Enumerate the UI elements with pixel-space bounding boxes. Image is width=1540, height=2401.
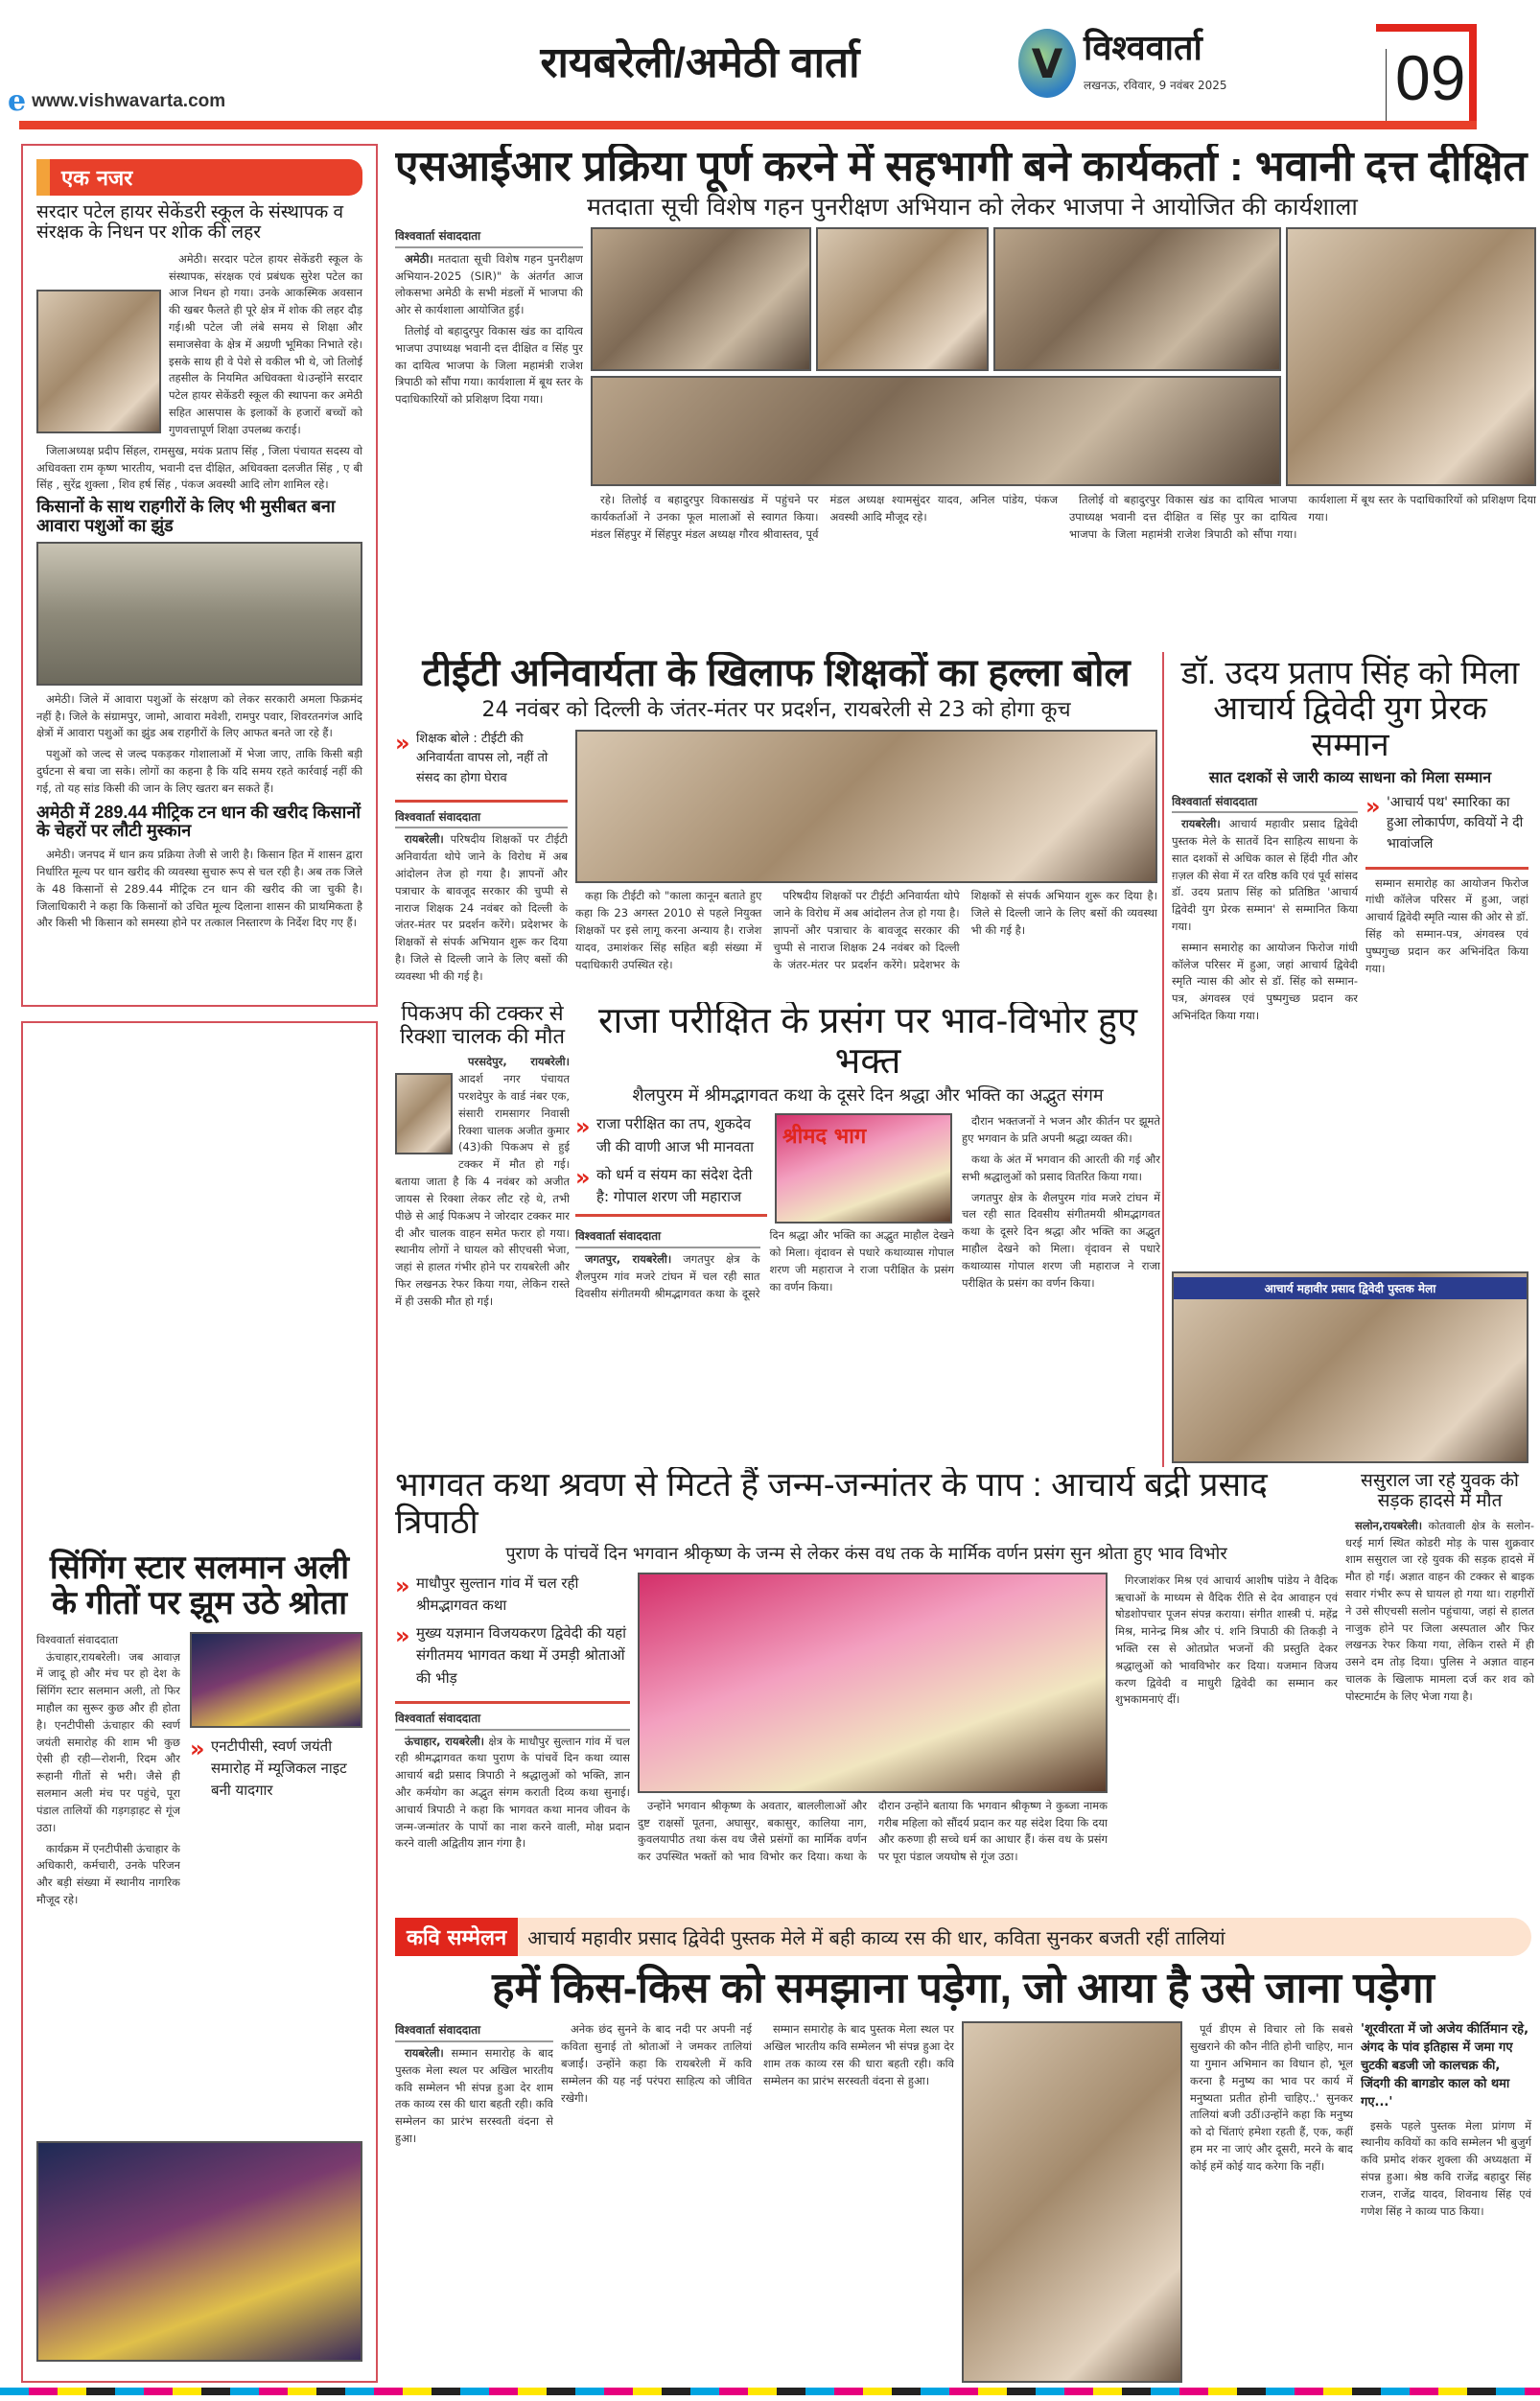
byline: विश्ववार्ता संवाददाता [395,227,583,248]
katha-stage-photo [775,1113,952,1224]
parikshit-story [575,1002,1160,1467]
bhagwat-body: विश्ववार्ता संवाददाता ऊंचाहार, रायबरेली। क्षेत्र के माधौपुर सुल्तान गांव में चल रही श्रीमद्भागवत कथा पुराण के पांचवें दिन कथा व्यास आचार्य बद्री प्रसाद त्रिपाठी ने श्रद्धालुओं को भक्ति, ज्ञान और कर्मयोग का अद्भुत संगम कराती दिव्य कथा सुनाई। आचार्य त्रिपाठी ने कहा कि भागवत कथा मानव जीवन के जन्म-जन्मांतर के पापों का नाश करने वाली, मोक्ष प्रदान करने वाली अद्वितीय ज्ञान गंगा है। [395,1711,630,1851]
uday-highlight: » 'आचार्य पथ' स्मारिका का हुआ लोकार्पण, कवियों ने दी भावांजलि [1365,793,1528,855]
kavi-right-col: 'शूरवीरता में जो अजेय कीर्तिमान रहे, अंगद के पांव इतिहास में जमा गए चुटकी बडजी जो कालचक्र की, जिंदगी की बागडोर काल को थमा गए...' इसके पहले पुस्तक मेला प्रांगण में स्थानीय कवियों का कवि सम्मेलन भी बुजुर्ग कवि प्रमोद शंकर शुक्ला की अध्यक्षता में संपन्न हुआ। श्रेष्ठ कवि राजेंद्र बहादुर सिंह राजन, राजेंद्र यादव, शिवनाथ सिंह एवं गणेश सिंह ने काव्य पाठ किया। [1361,2022,1531,2218]
kavi-body-cont2: पूर्व डीएम से विचार लो कि सबसे सुखराने की कौन नीति होनी चाहिए, मान या गुमान अभिमान का विधान हो, भूल करना है मनुष्य का भाव पर कार्य में मनुष्यता प्रतीत होनी चाहिए..' सुनकर तालियां बजी उठीं।उन्होंने कहा कि मनुष्य को दो चिंताएं हमेशा रहती हैं, एक, कहीं हम मर ना जाएं और दूसरी, मरने के बाद कोई हमें कोई याद करेगा कि नहीं। [1190,2022,1353,2173]
story-body: अमेठी। सरदार पटेल हायर सेकेंडरी स्कूल के संस्थापक, संरक्षक एवं प्रबंधक सुरेश पटेल का आज निधन हो गया। उनके आकस्मिक अवसान की खबर फैलते ही पूरे क्षेत्र में शोक की लहर दौड़ गई।श्री पटेल जी लंबे समय से शिक्षा और समाजसेवा के क्षेत्र में अग्रणी भूमिका निभाते रहे। इसके साथ ही वे पेशे से वकील भी थे, जो तिलोई तहसील के नियमित अधिवक्ता थे।उन्होंने सरदार पटेल हायर सेकेंडरी स्कूल की स्थापना कर अमेठी सहित आसपास के इलाकों के हजारों बच्चों को गुणवत्तापूर्ण शिक्षा उपलब्ध कराई। जिलाअध्यक्ष प्रदीप सिंहल, रामसुख, मयंक प्रताप सिंह , जिला पंचायत सदस्य वो अधिवक्ता राम कृष्ण भारतीय, भवानी दत्त दीक्षित, अधिवक्ता दलजीत सिंह , ए बी सिंह , सुरेंद्र शुक्ला , शिव हर्ष सिंह , पंकज अवस्थी आदि लोग शामिल रहे। [36,251,362,492]
dateline: लखनऊ, रविवार, 9 नवंबर 2025 [1084,78,1227,92]
byline: विश्ववार्ता संवाददाता [395,1710,630,1731]
masthead-logo [1018,29,1227,98]
bhagwat-body-cont: उन्होंने भगवान श्रीकृष्ण के अवतार, बाललीलाओं और दुष्ट राक्षसों पूतना, अघासुर, बकासुर, कालिया नाग, कुवलयापीठ तथा कंस वध जैसे प्रसंगों का मार्मिक वर्णन कर उपस्थित भक्तों को भाव विभोर कर दिया। कथा के दौरान उन्होंने बताया कि भगवान श्रीकृष्ण ने कुब्जा नामक गरीब महिला को सौंदर्य प्रदान कर यह संदेश दिया कि दया और करुणा ही सच्चे धर्म का आधार हैं। कंस वध के प्रसंग पर पूरा पंडाल जयघोष से गूंज उठा। [638,1798,1108,1864]
event-banner: आचार्य महावीर प्रसाद द्विवेदी पुस्तक मेला [1174,1277,1527,1299]
parikshit-subhead: शैलपुरम में श्रीमद्भागवत कथा के दूसरे दिन श्रद्धा और भक्ति का अद्भुत संगम [632,1084,1104,1106]
story-headline: अमेठी में 289.44 मीट्रिक टन धान की खरीद किसानों के चेहरों पर लौटी मुस्कान [36,802,361,841]
pickup-story: पिकअप की टक्कर से रिक्शा चालक की मौत परसदेपुर, रायबरेली। आदर्श नगर पंचायत परशदेपुर के वार्ड नंबर एक, संसारी रामसागर निवासी रिक्शा चालक अजीत कुमार (43)की पिकअप से हुई टक्कर में मौत हो गई। बताया जाता है कि 4 नवंबर को अजीत जायस से रिक्शा लेकर लौट रहे थे, तभी पीछे से आई पिकअप ने जोरदार टक्कर मार दी और चालक वाहन समेत फरार हो गया। स्थानीय लोगों ने घायल को सीएचसी भेजा, जहां से हालत गंभीर होने पर रायबरेली और फिर लखनऊ रेफर किया गया, लेकिन रास्ते में ही उसकी मौत हो गई। [395,1002,570,1308]
uday-body: विश्ववार्ता संवाददाता रायबरेली। आचार्य महावीर प्रसाद द्विवेदी पुस्तक मेले के सातवें दिन साहित्य साधना के सात दशकों से अधिक काल से हिंदी गीत और ग़ज़ल की सेवा में रत वरिष्ठ कवि एवं पूर्व सांसद डॉ. उदय प्रताप सिंह को प्रतिष्ठित 'आचार्य द्विवेदी युग प्रेरक सम्मान' से सम्मानित किया गया। सम्मान समारोह का आयोजन फिरोज गांधी कॉलेज परिसर में हुआ, जहां आचार्य द्विवेदी स्मृति न्यास की ओर से डॉ. सिंह को सम्मान-पत्र, अंगवस्त्र एवं पुष्पगुच्छ प्रदान कर अभिनंदित किया गया। [1172,794,1358,1023]
top-story [395,144,1536,647]
globe-v-logo-icon: V [1018,29,1076,98]
story-body: विश्ववार्ता संवाददाता ऊंचाहार,रायबरेली। जब आवाज़ में जादू हो और मंच पर हो देश के सिंगिंग स्टार सलमान अली, तो फिर माहौल का सुरूर कुछ और ही होता है। एनटीपीसी ऊंचाहार की स्वर्ण जयंती समारोह की शाम भी कुछ ऐसी ही रही—रोशनी, रिदम और रूहानी गीतों से भरी। जैसे ही सलमान अली मंच पर पहुंचे, पूरा पंडाल तालियों की गड़गड़ाहट से गूंज उठा। कार्यक्रम में एनटीपीसी ऊंचाहार के अधिकारी, कर्मचारी, उनके परिजन और बड़ी संख्या में स्थानीय नागरिक मौजूद रहे। [36,1632,180,1906]
poets-stage-photo [962,2021,1182,2383]
bhagwat-highlight: » माधौपुर सुल्तान गांव में चल रही श्रीमद्भागवत कथा [395,1573,630,1618]
workshop-photo-1 [591,227,811,371]
sasural-headline: ससुराल जा रहे युवक की सड़क हादसे में मौत [1361,1472,1519,1511]
kavi-sammelan-strip [395,1918,1531,1956]
header-red-bar [19,121,1477,129]
parikshit-body: विश्ववार्ता संवाददाता जगतपुर, रायबरेली। जगतपुर क्षेत्र के शैलपुरम गांव मजरे टांघन में चल रही सात दिवसीय संगीतमयी श्रीमद्भागवत कथा के दूसरे दिन श्रद्धा और भक्ति का अद्भुत माहौल देखने को मिला। वृंदावन से पधारे कथाव्यास गोपाल शरण जी महाराज ने राजा परीक्षित के प्रसंग का वर्णन किया। [575,1228,954,1300]
tet-story [395,652,1157,997]
section-title: रायबरेली/अमेठी वार्ता [540,39,860,86]
sasural-story: ससुराल जा रहे युवक की सड़क हादसे में मौत सलोन,रायबरेली। कोतवाली क्षेत्र के सलोन-धरई मार्ग स्थित कोडरी मोड़ के पास शुक्रवार शाम ससुराल जा रहे युवक की सड़क हादसे में मौत हो गई। अज्ञात वाहन की टक्कर से बाइक सवार गंभीर रूप से घायल हो गया था। राहगीरों ने उसे सीएचसी सलोन पहुंचाया, जहां से हालत नाजुक होने पर जिला अस्पताल और फिर लखनऊ रेफर किया गया, लेकिन रास्ते में ही उसने दम तोड़ दिया। पुलिस ने अज्ञात वाहन चालक के खिलाफ मामला दर्ज कर शव को पोस्टमार्टम के लिए भेजा गया है। [1345,1472,1534,1703]
byline: विश्ववार्ता संवाददाता [1172,793,1358,814]
story-highlight: » एनटीपीसी, स्वर्ण जयंती समारोह में म्यूजिकल नाइट बनी यादगार [190,1736,362,1803]
bhagwat-body-cont2: गिरजाशंकर मिश्र एवं आचार्य आशीष पांडेय ने वैदिक ऋचाओं के माध्यम से वैदिक रीति से देव आवाहन एवं षोडशोपचार पूजन संपन्न कराया। संगीत शास्त्री पं. महेंद्र मिश्र, मानेन्द्र मिश्र और पं. शनि त्रिपाठी की तिकड़ी ने भक्ति रस से ओतप्रोत भजनों की प्रस्तुति देकर श्रद्धालुओं को भावविभोर कर दिया। यजमान विजय करण द्विवेदी व माधुरी द्विवेदी का सम्मान कर शुभकामनाएं दीं। [1115,1573,1338,1707]
page-number: 09 [1395,42,1466,113]
parikshit-headline: राजा परीक्षित के प्रसंग पर भाव-विभोर हुए भक्त [597,1002,1138,1082]
katha-banner: श्रीमद भाग [782,1125,867,1150]
bhagwat-headline: भागवत कथा श्रवण से मिटते हैं जन्म-जन्मांतर के पाप : आचार्य बद्री प्रसाद त्रिपाठी [395,1467,1268,1541]
byline: विश्ववार्ता संवाददाता [575,1227,760,1248]
strap-line: आचार्य महावीर प्रसाद द्विवेदी पुस्तक मेले में बही काव्य रस की धार, कविता सुनकर बजती रहीं तालियां [527,1925,1225,1949]
poem-quote: 'शूरवीरता में जो अजेय कीर्तिमान रहे, अंगद के पांव इतिहास में जमा गए चुटकी बडजी जो कालचक्र की, जिंदगी की बागडोर काल को थमा गए...' [1361,2022,1529,2110]
byline: विश्ववार्ता संवाददाता [395,808,568,829]
top-story-subhead: मतदाता सूची विशेष गहन पुनरीक्षण अभियान को लेकर भाजपा ने आयोजित की कार्यशाला [587,193,1358,221]
print-color-bar [0,2388,1540,2395]
meeting-photo [591,376,1281,486]
story-headline: किसानों के साथ राहगीरों के लिए भी मुसीबत बना आवारा पशुओं का झुंड [36,497,336,535]
singing-star-story [21,1021,378,2383]
bhagwat-story [395,1467,1338,1879]
browser-e-icon: e [8,84,27,118]
uday-headline: डॉ. उदय प्रताप सिंह को मिला आचार्य द्विवेदी युग प्रेरक सम्मान [1180,655,1520,763]
garland-photo [1286,227,1536,486]
uday-story: डॉ. उदय प्रताप सिंह को मिला आचार्य द्विवेदी युग प्रेरक सम्मान सात दशकों से जारी काव्य साधना को मिला सम्मान विश्ववार्ता संवाददाता रायबरेली। आचार्य महावीर प्रसाद द्विवेदी पुस्तक मेले के सातवें दिन साहित्य साधना के सात दशकों से अधिक काल से हिंदी गीत और ग़ज़ल की सेवा में रत वरिष्ठ कवि एवं पूर्व सांसद डॉ. उदय प्रताप सिंह को प्रतिष्ठित 'आचार्य द्विवेदी युग प्रेरक सम्मान' से सम्मानित किया गया। सम्मान समारोह का आयोजन फिरोज गांधी कॉलेज परिसर में हुआ, जहां आचार्य द्विवेदी स्मृति न्यास की ओर से डॉ. सिंह को सम्मान-पत्र, अंगवस्त्र एवं पुष्पगुच्छ प्रदान कर अभिनंदित किया गया। » 'आचार्य पथ' स्मारिका का हुआ लोकार्पण, कवियों ने दी भावांजलि सम्मान समारोह का आयोजन फिरोज गांधी कॉलेज परिसर में हुआ, जहां आचार्य द्विवेदी स्मृति न्यास की ओर से डॉ. सिंह को सम्मान-पत्र, अंगवस्त्र एवं पुष्पगुच्छ प्रदान कर अभिनंदित किया गया। आचार्य महावीर प्रसाद द्विवेदी पुस्तक मेला [1162,652,1536,1467]
concert-photo [190,1632,362,1728]
stray-cattle-photo [36,542,362,686]
story-headline: सरदार पटेल हायर सेकेंडरी स्कूल के संस्थापक व संरक्षक के निधन पर शोक की लहर [36,202,344,243]
pickup-headline: पिकअप की टक्कर से रिक्शा चालक की मौत [400,1002,565,1049]
site-url[interactable]: e www.vishwavarta.com [8,84,226,118]
story-body: अमेठी। जिले में आवारा पशुओं के संरक्षण को लेकर सरकारी अमला फिक्रमंद नहीं है। जिले के संग्रामपुर, जामो, आवारा मवेशी, रामपुर पवार, शिवरतनगंज आदि क्षेत्रों में आवारा पशुओं का झुंड अब राहगीरों के लिए आफत बनते जा रहे हैं। पशुओं को जल्द से जल्द पकड़कर गोशालाओं में भेजा जाए, ताकि किसी बड़ी दुर्घटना से बचा जा सके। लोगों का कहना है कि यदि समय रहते कार्रवाई नहीं की गई, तो यह सांड किसी की जान के लिए खतरा बन सकते हैं। [36,691,362,795]
page-number-box [1376,24,1477,129]
kavi-body: विश्ववार्ता संवाददाता रायबरेली। सम्मान समारोह के बाद पुस्तक मेला स्थल पर अखिल भारतीय कवि सम्मेलन भी संपन्न हुआ देर शाम तक काव्य रस की धारा बहती रही। कवि सम्मेलन का प्रारंभ सरस्वती वंदना से हुआ। [395,2023,553,2146]
story-body: अमेठी। जनपद में धान क्रय प्रक्रिया तेजी से जारी है। किसान हित में शासन द्वारा निर्धारित मूल्य पर धान खरीद की व्यवस्था सुचारु रूप से चल रही है। अब तक जिले के 48 किसानों से 289.44 मीट्रिक टन धान की खरीद की जा चुकी है। जिलाधिकारी ने कहा कि किसानों को उचित मूल्य दिलाना शासन की प्राथमिकता है और किसी भी किसान को समस्या होने पर तत्काल निस्तारण के निर्देश दिए गए हैं। [36,848,362,930]
parikshit-highlight: » को धर्म व संयम का संदेश देती है: गोपाल शरण जी महाराज [575,1164,767,1209]
bhagwat-subhead: पुराण के पांचवें दिन भगवान श्रीकृष्ण के जन्म से लेकर कंस वध तक के मार्मिक वर्णन प्रसंग सुन श्रोता हुए भाव विभोर [505,1544,1227,1564]
workshop-photo-2 [816,227,989,371]
ek-nazar-box [21,144,378,1007]
teachers-meeting-photo [575,730,1157,883]
kavi-sammelan-story [395,1918,1531,2383]
ek-nazar-label: एक नजर [36,159,362,196]
kavi-body-cont: अनेक छंद सुनने के बाद नदी पर अपनी नई कविता सुनाई तो श्रोताओं ने जमकर तालियां बजाईं। उन्होंने कहा कि रायबरेली में कवि सम्मेलन की यह नई परंपरा साहित्य को जीवित रखेगी। सम्मान समारोह के बाद पुस्तक मेला स्थल पर अखिल भारतीय कवि सम्मेलन भी संपन्न हुआ देर शाम तक काव्य रस की धारा बहती रही। कवि सम्मेलन का प्रारंभ सरस्वती वंदना से हुआ। [561,2022,954,2105]
top-story-body: विश्ववार्ता संवाददाता अमेठी। मतदाता सूची विशेष गहन पुनरीक्षण अभियान-2025 (SIR)" के अंतर्गत आज लोकसभा अमेठी के सभी मंडलों में भाजपा की ओर से कार्यशाला आयोजित हुई। तिलोई वो बहादुरपुर विकास खंड का दायित्व भाजपा उपाध्यक्ष भवानी दत्त दीक्षित व सिंह पुर का दायित्व भाजपा के जिला महामंत्री राजेश त्रिपाठी को सौंपा गया। कार्यशाला में बूथ स्तर के पदाधिकारियों को प्रशिक्षण दिया गया। [395,229,583,407]
suresh-patel-photo [36,290,161,433]
uday-subhead: सात दशकों से जारी काव्य साधना को मिला सम्मान [1208,768,1492,787]
tet-highlight: » शिक्षक बोले : टीईटी की अनिवार्यता वापस लो, नहीं तो संसद का होगा घेराव [395,730,568,787]
award-ceremony-photo [1172,1271,1528,1463]
tet-subhead: 24 नवंबर को दिल्ली के जंतर-मंतर पर प्रदर्शन, रायबरेली से 23 को होगा कूच [481,698,1071,722]
parikshit-highlight: » राजा परीक्षित का तप, शुकदेव जी की वाणी आज भी मानवता [575,1113,767,1158]
top-story-headline: एसआईआर प्रक्रिया पूर्ण करने में सहभागी बने कार्यकर्ता : भवानी दत्त दीक्षित [395,144,1528,190]
tet-body-cont: कहा कि टीईटी को "काला कानून बताते हुए कहा कि 23 अगस्त 2010 से पहले नियुक्त शिक्षकों पर इसे लागू करना अन्याय है। राजेश यादव, उमाशंकर सिंह सहित बड़ी संख्या में पदाधिकारी उपस्थित रहे। परिषदीय शिक्षकों पर टीईटी अनिवार्यता थोपे जाने के विरोध में अब आंदोलन तेज हो गया है। ज्ञापनों और पत्राचार के बावजूद सरकार की चुप्पी से नाराज शिक्षक 24 नवंबर को दिल्ली के जंतर-मंतर पर प्रदर्शन करेंगे। प्रदेशभर के शिक्षकों से संपर्क अभियान शुरू कर दिया है। जिले से दिल्ली जाने के लिए बसों की व्यवस्था भी की गई है। [575,889,1157,971]
bhagwat-pandal-photo [638,1573,1108,1793]
victim-photo [395,1073,453,1154]
salman-stage-photo [36,2141,362,2362]
parikshit-body-cont: दौरान भक्तजनों ने भजन और कीर्तन पर झूमते हुए भगवान के प्रति अपनी श्रद्धा व्यक्त की। कथा के अंत में भगवान की आरती की गई और सभी श्रद्धालुओं को प्रसाद वितरित किया गया। जगतपुर क्षेत्र के शैलपुरम गांव मजरे टांघन में चल रही सात दिवसीय संगीतमयी श्रीमद्भागवत कथा के दूसरे दिन श्रद्धा और भक्ति का अद्भुत माहौल देखने को मिला। वृंदावन से पधारे कथाव्यास गोपाल शरण जी महाराज ने राजा परीक्षित के प्रसंग का वर्णन किया। [962,1114,1160,1290]
byline: विश्ववार्ता संवाददाता [36,1632,119,1646]
section-tag: कवि सम्मेलन [395,1918,518,1956]
workshop-photo-3 [993,227,1281,371]
bhagwat-highlight: » मुख्य यज्ञमान विजयकरण द्विवेदी की यहां संगीतमय भागवत कथा में उमड़ी श्रोताओं की भीड़ [395,1622,630,1690]
newspaper-name: विश्ववार्ता [1084,28,1202,67]
byline: विश्ववार्ता संवाददाता [395,2021,553,2042]
top-story-body-cont: रहे। तिलोई व बहादुरपुर विकासखंड में पहुंचने पर कार्यकर्ताओं ने उनका फूल मालाओं से स्वागत किया। मंडल सिंहपुर में सिंहपुर मंडल अध्यक्ष गौरव श्रीवास्तव, पूर्व मंडल अध्यक्ष श्यामसुंदर यादव, अनिल पांडेय, पंकज अवस्थी आदि मौजूद रहे। तिलोई वो बहादुरपुर विकास खंड का दायित्व भाजपा उपाध्यक्ष भवानी दत्त दीक्षित व सिंह पुर का दायित्व भाजपा के जिला महामंत्री राजेश त्रिपाठी को सौंपा गया। कार्यशाला में बूथ स्तर के पदाधिकारियों को प्रशिक्षण दिया गया। [591,493,1536,541]
tet-body: विश्ववार्ता संवाददाता रायबरेली। परिषदीय शिक्षकों पर टीईटी अनिवार्यता थोपे जाने के विरोध में अब आंदोलन तेज हो गया है। ज्ञापनों और पत्राचार के बावजूद सरकार की चुप्पी से नाराज शिक्षक 24 नवंबर को दिल्ली के जंतर-मंतर पर प्रदर्शन करेंगे। प्रदेशभर के शिक्षकों से संपर्क अभियान शुरू कर दिया है। जिले से दिल्ली जाने के लिए बसों की व्यवस्था भी की गई है। [395,809,568,983]
tet-headline: टीईटी अनिवार्यता के खिलाफ शिक्षकों का हल्ला बोल [422,652,1131,694]
story-headline: सिंगिंग स्टार सलमान अली के गीतों पर झूम उठे श्रोता [49,1550,350,1622]
kavi-headline: हमें किस-किस को समझाना पड़ेगा, जो आया है उसे जाना पड़ेगा [492,1965,1435,2012]
